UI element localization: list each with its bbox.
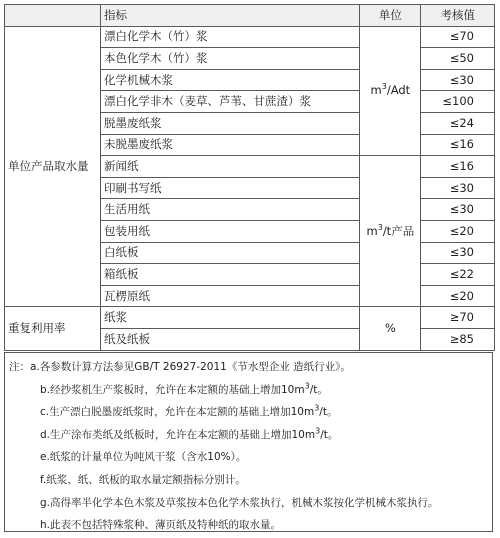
note-a: 注：a.各参数计算方法参见GB/T 26927-2011《节水型企业 造纸行业》。 [9, 361, 351, 373]
header-unit: 单位 [360, 5, 421, 27]
table-row [5, 26, 495, 48]
indicator-value: ≤70 [421, 26, 495, 48]
indicator-value: ≤50 [421, 48, 495, 70]
note-f: f.纸浆、纸、纸板的取水量定额指标分别计。 [40, 473, 246, 486]
indicator-name: 包装用纸 [100, 220, 359, 242]
category-label-water-intake: 单位产品取水量 [5, 26, 101, 307]
note-d: d.生产涂布类纸及纸板时，允许在本定额的基础上增加$10m^3/t$。 [40, 426, 339, 441]
indicator-value: ≤22 [421, 264, 495, 286]
indicator-value: ≤20 [421, 285, 495, 307]
unit-cell-t-product: $m^3/t$产品 [360, 156, 421, 307]
indicator-value: ≥85 [421, 328, 495, 350]
indicator-value: ≥70 [421, 307, 495, 329]
table-row [5, 307, 495, 329]
indicator-name: 纸及纸板 [100, 328, 359, 350]
note-e: e.纸浆的计量单位为吨风干浆（含水10%）。 [40, 451, 247, 464]
indicator-value: ≤30 [421, 177, 495, 199]
indicator-name: 箱纸板 [100, 264, 359, 286]
note-b: b.经抄浆机生产浆板时，允许在本定额的基础上增加$10m^3/t$。 [40, 381, 328, 396]
indicator-name: 本色化学木（竹）浆 [100, 48, 359, 70]
indicator-name: 白纸板 [100, 242, 359, 264]
header-value: 考核值 [421, 5, 495, 27]
indicator-name: 漂白化学非木（麦草、芦苇、甘蔗渣）浆 [100, 91, 359, 113]
indicator-name: 生活用纸 [100, 199, 359, 221]
indicator-value: ≤16 [421, 134, 495, 156]
water-quota-table [4, 4, 495, 351]
note-g: g.高得率半化学本色木浆及草浆按本色化学木浆执行，机械木浆按化学机械木浆执行。 [40, 496, 439, 509]
note-c: c.生产漂白脱墨废纸浆时，允许在本定额的基础上增加$10m^3/t$。 [40, 403, 338, 419]
indicator-name: 脱墨废纸浆 [100, 112, 359, 134]
indicator-value: ≤24 [421, 112, 495, 134]
table-header-row [5, 5, 495, 27]
header-blank-cell [5, 5, 101, 27]
indicator-name: 新闻纸 [100, 156, 359, 178]
indicator-value: ≤100 [421, 91, 495, 113]
unit-cell-adt: $m^3$/Adt [360, 26, 421, 156]
unit-cell-percent: % [360, 307, 421, 350]
header-indicator: 指标 [100, 5, 359, 27]
indicator-name: 瓦楞原纸 [100, 285, 359, 307]
indicator-name: 未脱墨废纸浆 [100, 134, 359, 156]
indicator-value: ≤30 [421, 242, 495, 264]
indicator-name: 漂白化学木（竹）浆 [100, 26, 359, 48]
indicator-name: 印刷书写纸 [100, 177, 359, 199]
category-label-reuse-rate: 重复利用率 [5, 307, 101, 350]
indicator-value: ≤16 [421, 156, 495, 178]
indicator-value: ≤30 [421, 69, 495, 91]
notes-box [4, 352, 493, 532]
note-h: h.此表不包括特殊浆种、薄页纸及特种纸的取水量。 [40, 519, 281, 532]
indicator-name: 化学机械木浆 [100, 69, 359, 91]
indicator-value: ≤30 [421, 199, 495, 221]
indicator-name: 纸浆 [100, 307, 359, 329]
indicator-value: ≤20 [421, 220, 495, 242]
